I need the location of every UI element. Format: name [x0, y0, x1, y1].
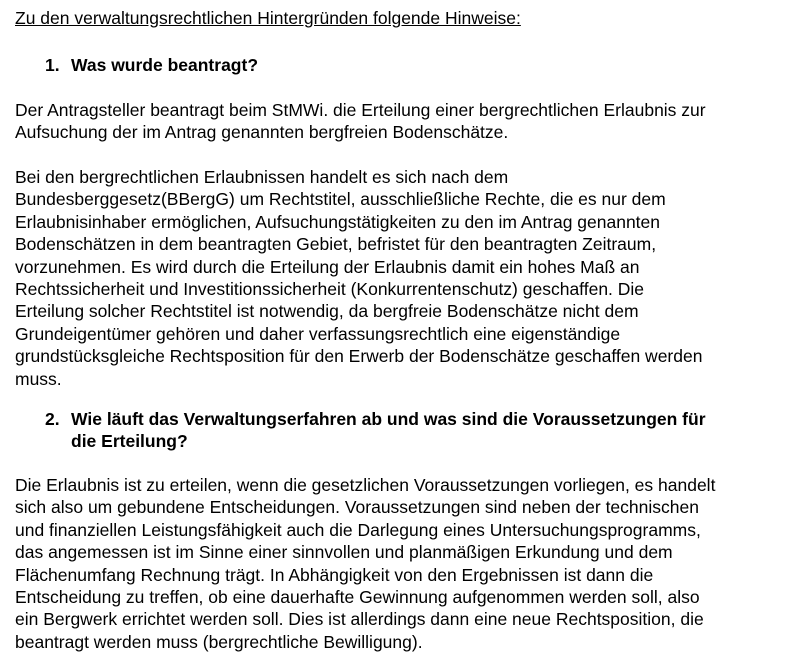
paragraph-2: [15, 166, 785, 390]
paragraph-line: Bodenschätzen in dem beantragten Gebiet, befristet für den beantragten Zeitraum,: [15, 234, 657, 255]
paragraph-line: Der Antragsteller beantragt beim StMWi. die Erteilung einer bergrechtlichen Erlaubnis zur: [15, 100, 706, 120]
paragraph-1: [15, 99, 785, 144]
paragraph-line: muss.: [15, 368, 62, 389]
paragraph-line: Erteilung solcher Rechtstitel ist notwendig, da bergfreie Bodenschätze nicht dem: [15, 301, 639, 322]
paragraph-line: vorzunehmen. Es wird durch die Erteilung der Erlaubnis damit ein hohes Maß an: [15, 256, 640, 277]
section-2-title-line-2: die Erteilung?: [71, 431, 188, 451]
section-2-title-line-1: Wie läuft das Verwaltungserfahren ab und was sind die Voraussetzungen für: [71, 409, 706, 429]
section-1-title-text: Was wurde beantragt?: [71, 55, 259, 75]
section-1-number: 1.: [45, 55, 60, 75]
paragraph-line: Grundeigentümer gehören und daher verfassungsrechtlich eine eigenständige: [15, 323, 621, 344]
paragraph-line: Flächenumfang Rechnung trägt. In Abhängigkeit von den Ergebnissen ist dann die: [15, 564, 654, 585]
paragraph-line: Rechtssicherheit und Investitionssicherheit (Konkurrentenschutz) geschaffen. Die: [15, 279, 645, 300]
paragraph-line: sich also um gebundene Entscheidungen. Voraussetzungen sind neben der technischen: [15, 497, 699, 518]
paragraph-line: das angemessen ist im Sinne einer sinnvollen und planmäßigen Erkundung und dem: [15, 542, 673, 563]
paragraph-line: Bei den bergrechtlichen Erlaubnissen handelt es sich nach dem: [15, 167, 509, 187]
paragraph-line: und finanziellen Leistungsfähigkeit auch die Darlegung eines Untersuchungsprogramms,: [15, 519, 701, 540]
paragraph-line: Erlaubnisinhaber ermöglichen, Aufsuchungstätigkeiten zu den im Antrag genannten: [15, 211, 661, 232]
document-heading: Zu den verwaltungsrechtlichen Hintergründen folgende Hinweise:: [15, 8, 521, 28]
paragraph-line: Aufsuchung der im Antrag genannten bergfreien Bodenschätze.: [15, 122, 509, 143]
section-2-number: 2.: [45, 409, 60, 429]
paragraph-3: [15, 474, 785, 653]
paragraph-line: Bundesberggesetz(BBergG) um Rechtstitel, ausschließliche Rechte, die es nur dem: [15, 189, 666, 210]
section-1-title: [45, 54, 785, 76]
section-2-title-text: [71, 408, 791, 452]
section-2-title: [45, 408, 785, 452]
paragraph-line: Die Erlaubnis ist zu erteilen, wenn die gesetzlichen Voraussetzungen vorliegen, es handelt: [15, 475, 716, 495]
paragraph-line: grundstücksgleiche Rechtsposition für den Erwerb der Bodenschätze geschaffen werden: [15, 346, 703, 367]
paragraph-line: beantragt werden muss (bergrechtliche Bewilligung).: [15, 631, 423, 652]
paragraph-line: Entscheidung zu treffen, ob eine dauerhafte Gewinnung aufgenommen werden soll, also: [15, 587, 700, 608]
paragraph-line: ein Bergwerk errichtet werden soll. Dies ist allerdings dann eine neue Rechtsposition, die: [15, 609, 704, 630]
